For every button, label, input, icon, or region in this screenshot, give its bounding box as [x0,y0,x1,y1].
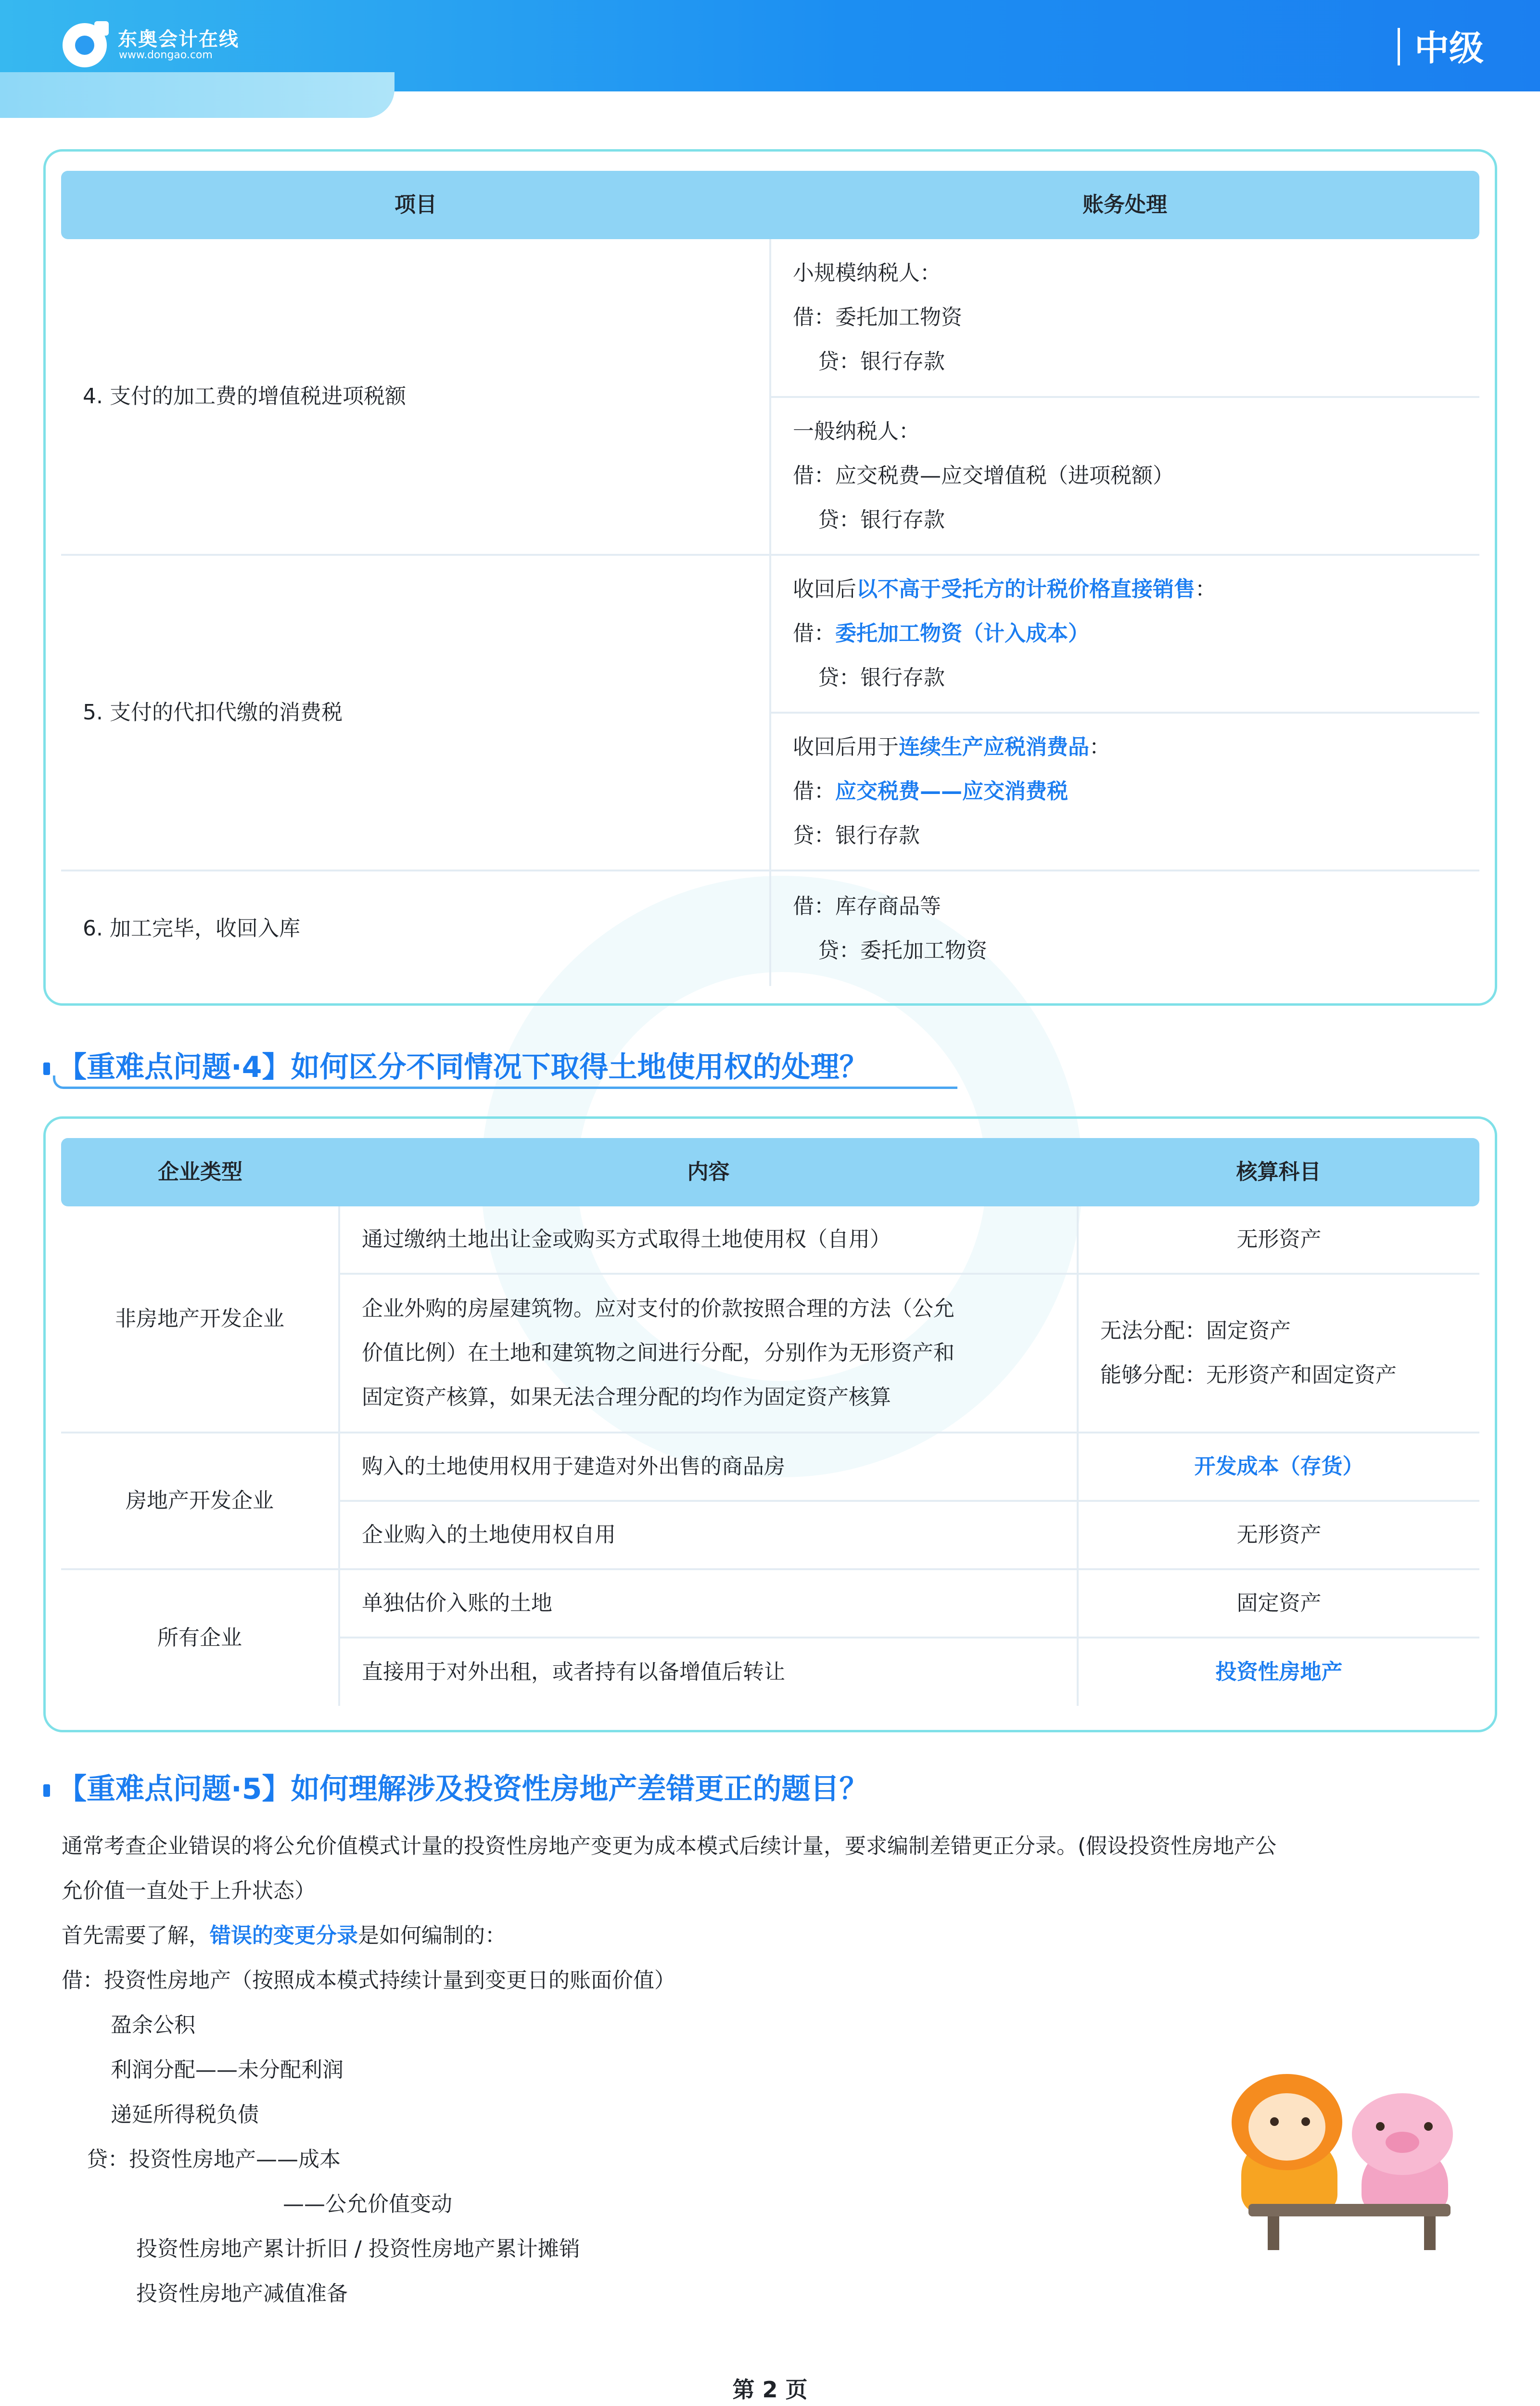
logo-url: www.dongao.com [119,49,213,61]
col-header-accounting: 账务处理 [770,171,1479,239]
g1-r2-subject: 无法分配：固定资产 能够分配：无形资产和固定资产 [1078,1274,1479,1433]
para1-line1: 通常考查企业错误的将公允价值模式计量的投资性房地产变更为成本模式后续计量，要求编制差错更正分录。(假设投资性房地产公 [62,1834,1277,1858]
dongao-logo-icon [63,23,107,67]
g2-r2-content: 企业购入的土地使用权自用 [339,1501,1078,1569]
row5-continued-production: 收回后用于连续生产应税消费品： 借：应交税费——应交消费税 贷：银行存款 [770,713,1479,870]
g3-r1-subject: 固定资产 [1078,1569,1479,1638]
level-label: 中级 [1414,28,1484,68]
col-header-item: 项目 [61,171,770,239]
table-row [61,1433,1479,1501]
mascot-illustration [1222,2064,1472,2257]
g1-r1-content: 通过缴纳土地出让金或购买方式取得土地使用权（自用） [339,1206,1078,1274]
section-marker-icon [43,1784,50,1797]
entry-credit-line: 贷：投资性房地产——成本 [87,2147,341,2172]
section5-heading: 【重难点问题·5】如何理解涉及投资性房地产差错更正的题目？ [43,1766,868,1807]
row6-item: 6. 加工完毕，收回入库 [61,870,770,986]
g1-r2-content: 企业外购的房屋建筑物。应对支付的价款按照合理的方法（公允 价值比例）在土地和建筑物之间进行分配，分别作为无形资产和 固定资产核算，如果无法合理分配的均作为固定资产核算 [339,1274,1078,1433]
table-row [61,1206,1479,1274]
para1-line2: 允价值一直处于上升状态） [62,1879,316,1903]
row4-small-taxpayer: 小规模纳税人： 借：委托加工物资 贷：银行存款 [770,239,1479,397]
g3-r2-subject: 投资性房地产 [1215,1660,1343,1684]
land-use-table [61,1138,1479,1706]
entry-line: 盈余公积 [111,2013,195,2037]
entry-debit-line: 借：投资性房地产（按照成本模式持续计量到变更日的账面价值） [62,1968,675,1993]
g2-r1-subject: 开发成本（存货） [1078,1433,1479,1501]
g2-r2-subject: 无形资产 [1078,1501,1479,1569]
row6-accounting: 借：库存商品等 贷：委托加工物资 [793,894,987,963]
g2-type: 房地产开发企业 [61,1433,339,1569]
page-number: 第 2 页 [732,2377,808,2403]
g1-r1-subject: 无形资产 [1078,1206,1479,1274]
section-marker-icon [43,1062,50,1075]
entry-line: 利润分配——未分配利润 [111,2058,344,2082]
entry-line: 递延所得税负债 [111,2102,259,2127]
row5-item: 5. 支付的代扣代缴的消费税 [61,555,770,870]
col-header-content: 内容 [339,1138,1078,1206]
g3-r1-content: 单独估价入账的土地 [339,1569,1078,1638]
table-row [61,239,1479,397]
entry-line: 投资性房地产累计折旧 / 投资性房地产累计摊销 [136,2237,580,2261]
section4-heading: 【重难点问题·4】如何区分不同情况下取得土地使用权的处理？ [43,1044,868,1086]
level-divider [1398,28,1400,65]
table-row [61,870,1479,986]
table-row [61,555,1479,713]
col-header-type: 企业类型 [61,1138,339,1206]
entry-line: 投资性房地产减值准备 [136,2281,348,2306]
g2-r1-content: 购入的土地使用权用于建造对外出售的商品房 [339,1433,1078,1501]
row4-item: 4. 支付的加工费的增值税进项税额 [61,239,770,555]
para2: 首先需要了解，错误的变更分录是如何编制的： [62,1923,506,1948]
entry-line: ——公允价值变动 [283,2192,452,2216]
row5-direct-sale: 收回后以不高于受托方的计税价格直接销售： 借：委托加工物资（计入成本） 贷：银行存款 [770,555,1479,713]
g1-type: 非房地产开发企业 [61,1206,339,1433]
processing-table [61,171,1479,986]
section4-underline [53,1075,957,1089]
logo-text: 东奥会计在线 [118,28,239,51]
table-row [61,1569,1479,1638]
g3-type: 所有企业 [61,1569,339,1706]
col-header-subject: 核算科目 [1078,1138,1479,1206]
header-tab-decoration [0,72,395,118]
row4-general-taxpayer: 一般纳税人： 借：应交税费—应交增值税（进项税额） 贷：银行存款 [770,397,1479,555]
g3-r2-content: 直接用于对外出租，或者持有以备增值后转让 [339,1638,1078,1706]
